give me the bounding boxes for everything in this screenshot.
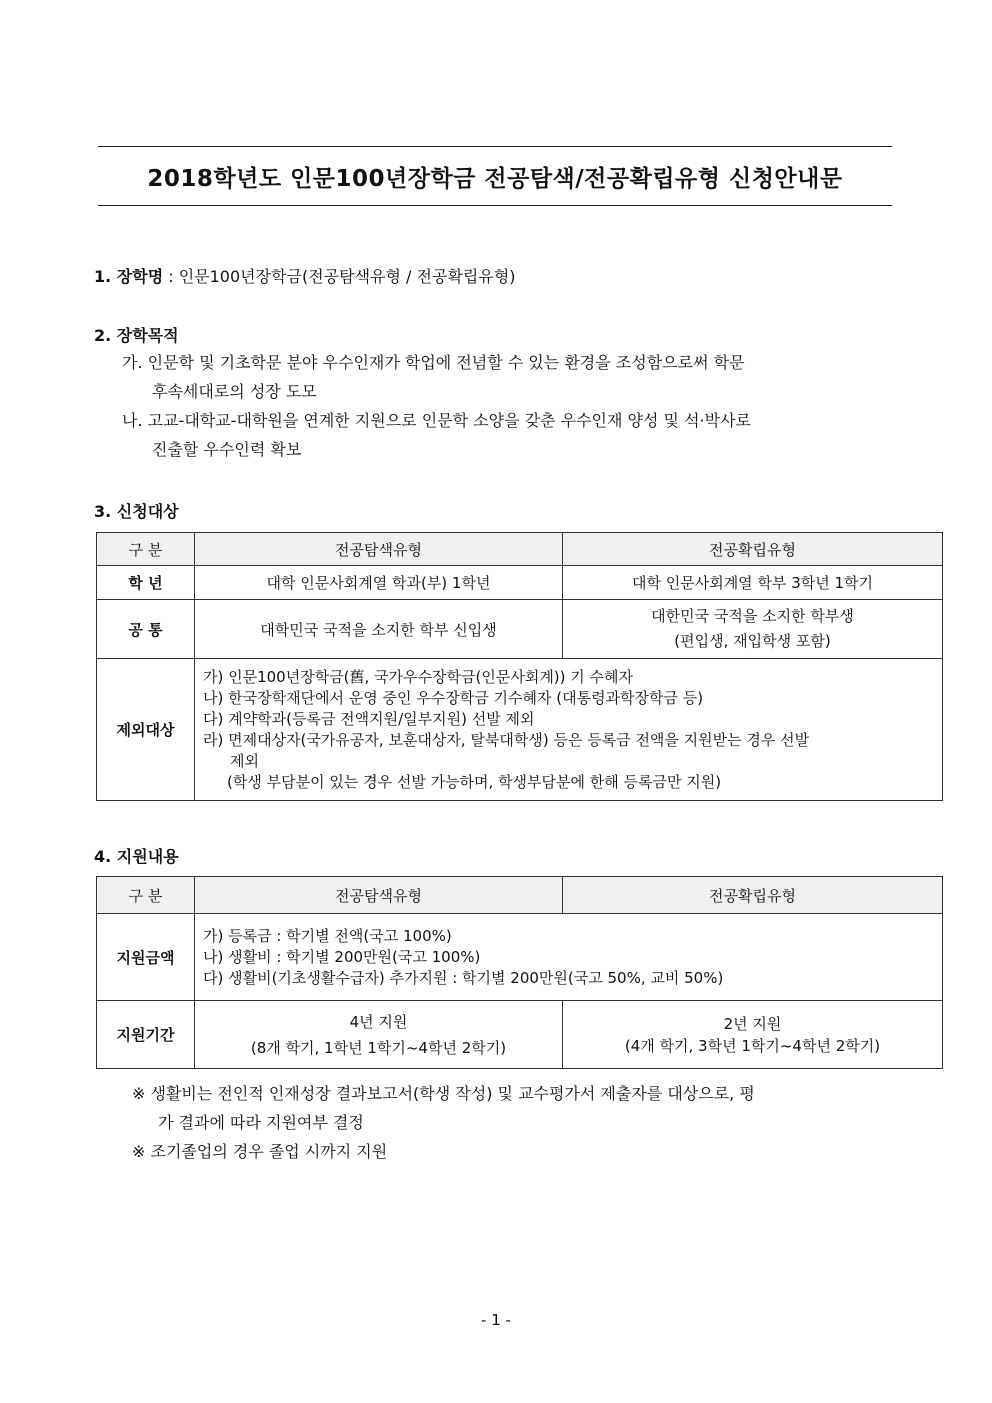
table-row xyxy=(97,600,943,659)
section-2 xyxy=(94,323,179,346)
table-row xyxy=(97,1001,943,1069)
table-row xyxy=(97,914,943,1001)
page-title: 2018학년도 인문100년장학금 전공탐색/전공확립유형 신청안내문 xyxy=(147,165,843,192)
purpose-item-na-line1: 나. 고교-대학교-대학원을 연계한 지원으로 인문학 소양을 갖춘 우수인재 양성 및 석·박사로 xyxy=(122,411,751,430)
purpose-item-na-line2: 진출할 우수인력 확보 xyxy=(152,440,302,459)
header-category: 구 분 xyxy=(97,533,195,566)
exclude-item-3: 다) 계약학과(등록금 전액지원/일부지원) 선발 제외 xyxy=(203,709,535,728)
exclude-item-1: 가) 인문100년장학금(舊, 국가우수장학금(인문사회계)) 기 수혜자 xyxy=(203,667,634,686)
header-explore-type: 전공탐색유형 xyxy=(195,877,563,914)
purpose-list xyxy=(122,348,898,464)
purpose-item-ga-line1: 가. 인문학 및 기초학문 분야 우수인재가 학업에 전념할 수 있는 환경을 조성함으로써 학문 xyxy=(122,353,745,372)
table-row xyxy=(97,659,943,801)
common-establish-line1: 대한민국 국적을 소지한 학부생 xyxy=(651,607,854,625)
note-1-line1: ※ 생활비는 전인적 인재성장 결과보고서(학생 작성) 및 교수평가서 제출자를 대상으로, 평 xyxy=(132,1084,755,1103)
header-category: 구 분 xyxy=(97,877,195,914)
exclude-item-4: 라) 면제대상자(국가유공자, 보훈대상자, 탈북대학생) 등은 등록금 전액을 지원받는 경우 선발 xyxy=(203,730,810,749)
support-table xyxy=(96,876,943,1069)
period-establish-line1: 2년 지원 xyxy=(723,1014,782,1033)
notes xyxy=(132,1079,898,1166)
title-block xyxy=(98,146,892,206)
header-explore-type: 전공탐색유형 xyxy=(195,533,563,566)
section-1-separator: : xyxy=(163,267,179,286)
header-establish-type: 전공확립유형 xyxy=(563,533,943,566)
note-2: ※ 조기졸업의 경우 졸업 시까지 지원 xyxy=(132,1142,388,1161)
row-label-period: 지원기간 xyxy=(97,1001,195,1069)
section-4 xyxy=(94,844,179,867)
exclude-item-2: 나) 한국장학재단에서 운영 중인 우수장학금 기수혜자 (대통령과학장학금 등) xyxy=(203,688,704,707)
table-row xyxy=(97,566,943,600)
exclude-item-4-cont: 제외 xyxy=(230,751,259,770)
row-label-grade: 학 년 xyxy=(97,566,195,600)
grade-explore: 대학 인문사회계열 학과(부) 1학년 xyxy=(195,566,563,600)
period-establish-line2: (4개 학기, 3학년 1학기~4학년 2학기) xyxy=(624,1036,881,1055)
exclude-list xyxy=(195,659,943,801)
section-1 xyxy=(94,264,516,287)
exclude-item-4-note: (학생 부담분이 있는 경우 선발 가능하며, 학생부담분에 한해 등록금만 지원) xyxy=(227,772,722,791)
row-label-common: 공 통 xyxy=(97,600,195,659)
amount-item-3: 다) 생활비(기초생활수급자) 추가지원 : 학기별 200만원(국고 50%, 교비 50%) xyxy=(203,968,724,987)
section-2-heading: 2. 장학목적 xyxy=(94,326,179,345)
table-header-row xyxy=(97,533,943,566)
section-3-heading: 3. 신청대상 xyxy=(94,502,179,521)
period-explore-line2: (8개 학기, 1학년 1학기~4학년 2학기) xyxy=(250,1038,507,1057)
common-establish xyxy=(563,600,943,659)
section-4-heading: 4. 지원내용 xyxy=(94,847,179,866)
section-1-heading: 1. 장학명 xyxy=(94,267,164,286)
note-1-line2: 가 결과에 따라 지원여부 결정 xyxy=(158,1113,364,1132)
row-label-amount: 지원금액 xyxy=(97,914,195,1001)
row-label-exclude: 제외대상 xyxy=(97,659,195,801)
page-number: - 1 - xyxy=(481,1311,511,1329)
amount-list xyxy=(195,914,943,1001)
eligibility-table xyxy=(96,532,943,801)
purpose-item-ga-line2: 후속세대로의 성장 도모 xyxy=(152,382,317,401)
header-establish-type: 전공확립유형 xyxy=(563,877,943,914)
common-establish-line2: (편입생, 재입학생 포함) xyxy=(674,632,831,650)
period-explore-line1: 4년 지원 xyxy=(349,1012,408,1031)
period-explore xyxy=(195,1001,563,1069)
table-header-row xyxy=(97,877,943,914)
amount-item-1: 가) 등록금 : 학기별 전액(국고 100%) xyxy=(203,926,452,945)
section-1-text: 인문100년장학금(전공탐색유형 / 전공확립유형) xyxy=(178,267,516,286)
grade-establish: 대학 인문사회계열 학부 3학년 1학기 xyxy=(563,566,943,600)
section-3 xyxy=(94,499,179,522)
period-establish xyxy=(563,1001,943,1069)
common-explore: 대학민국 국적을 소지한 학부 신입생 xyxy=(195,600,563,659)
amount-item-2: 나) 생활비 : 학기별 200만원(국고 100%) xyxy=(203,947,481,966)
